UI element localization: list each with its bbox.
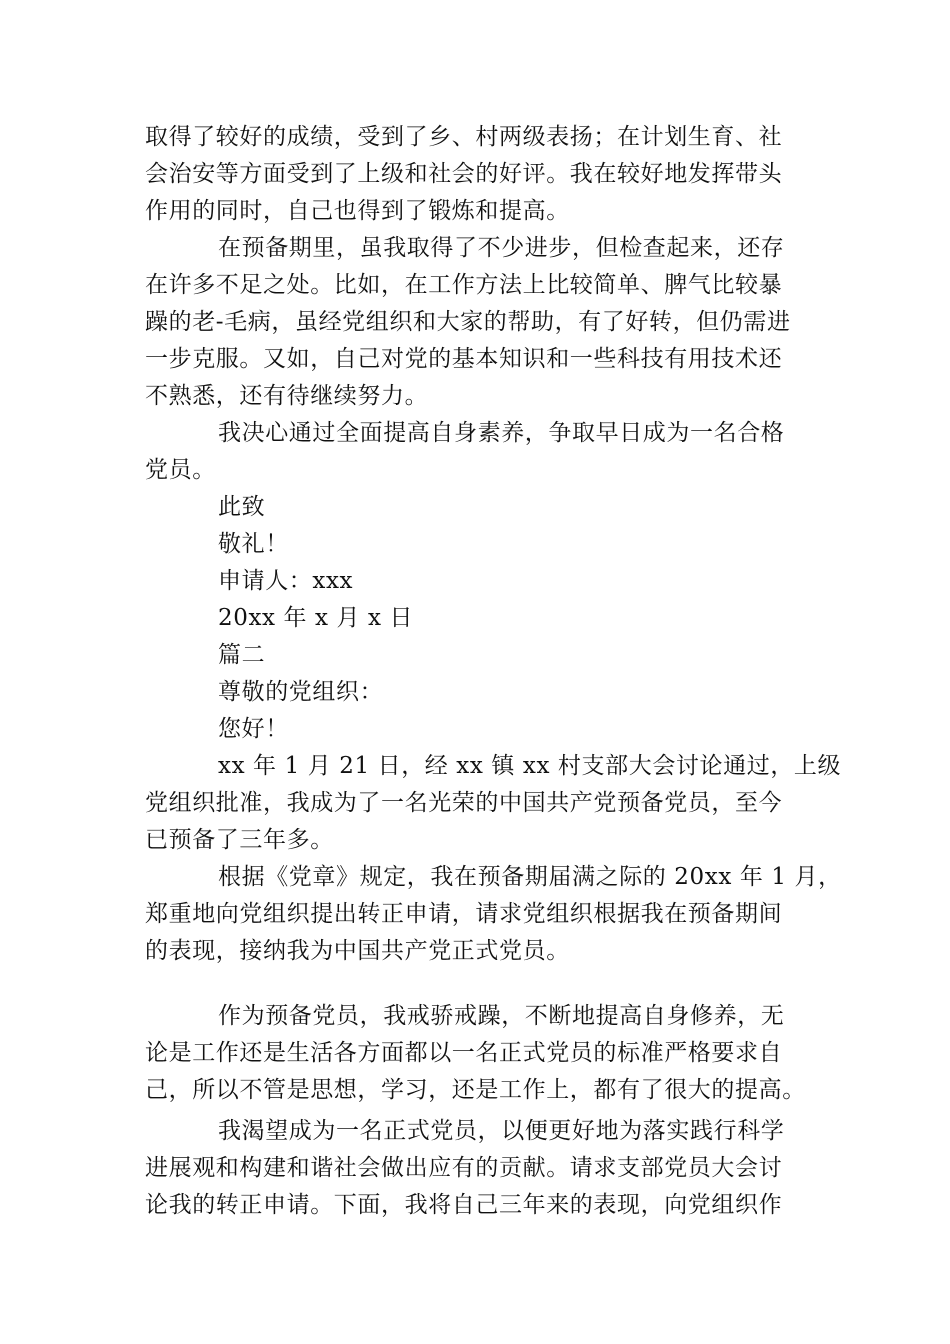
paragraph-first-line: 根据《党章》规定，我在预备期届满之际的 20xx 年 1 月， [218,864,842,890]
text-line: 己，所以不管是思想，学习，还是工作上，都有了很大的提高。 [145,1077,806,1103]
text-line: 已预备了三年多。 [145,827,334,853]
text-line: 进展观和构建和谐社会做出应有的贡献。请求支部党员大会讨 [145,1155,783,1181]
text-line: 党组织批准，我成为了一名光荣的中国共产党预备党员，至今 [145,790,783,816]
greeting: 您好！ [218,716,289,742]
section-heading: 篇二 [218,642,266,668]
text-line: 的表现，接纳我为中国共产党正式党员。 [145,938,570,964]
paragraph-first-line: 在预备期里，虽我取得了不少进步，但检查起来，还存 [218,235,785,261]
text-line: 论是工作还是生活各方面都以一名正式党员的标准严格要求自 [145,1040,783,1066]
paragraph-first-line: 我决心通过全面提高自身素养，争取早日成为一名合格 [218,420,785,446]
closing-salutation: 此致 [218,494,266,520]
text-line: 一步克服。又如，自己对党的基本知识和一些科技有用技术还 [145,346,783,372]
text-line: 不熟悉，还有待继续努力。 [145,383,429,409]
text-line: 取得了较好的成绩，受到了乡、村两级表扬；在计划生育、社 [145,124,783,150]
applicant-signature: 申请人：xxx [218,568,354,594]
text-line: 躁的老-毛病，虽经党组织和大家的帮助，有了好转，但仍需进 [145,309,791,335]
text-line: 郑重地向党组织提出转正申请，请求党组织根据我在预备期间 [145,901,783,927]
text-line: 作用的同时，自己也得到了锻炼和提高。 [145,198,570,224]
text-line: 会治安等方面受到了上级和社会的好评。我在较好地发挥带头 [145,161,783,187]
paragraph-first-line: xx 年 1 月 21 日，经 xx 镇 xx 村支部大会讨论通过，上级 [218,753,842,779]
text-line: 论我的转正申请。下面，我将自己三年来的表现，向党组织作 [145,1192,783,1218]
paragraph-first-line: 我渴望成为一名正式党员，以便更好地为落实践行科学 [218,1118,785,1144]
text-line: 党员。 [145,457,216,483]
paragraph-first-line: 作为预备党员，我戒骄戒躁，不断地提高自身修养，无 [218,1003,785,1029]
closing-salute: 敬礼！ [218,531,289,557]
greeting-addressee: 尊敬的党组织： [218,679,384,705]
signature-date: 20xx 年 x 月 x 日 [218,605,414,631]
text-line: 在许多不足之处。比如，在工作方法上比较简单、脾气比较暴 [145,272,783,298]
